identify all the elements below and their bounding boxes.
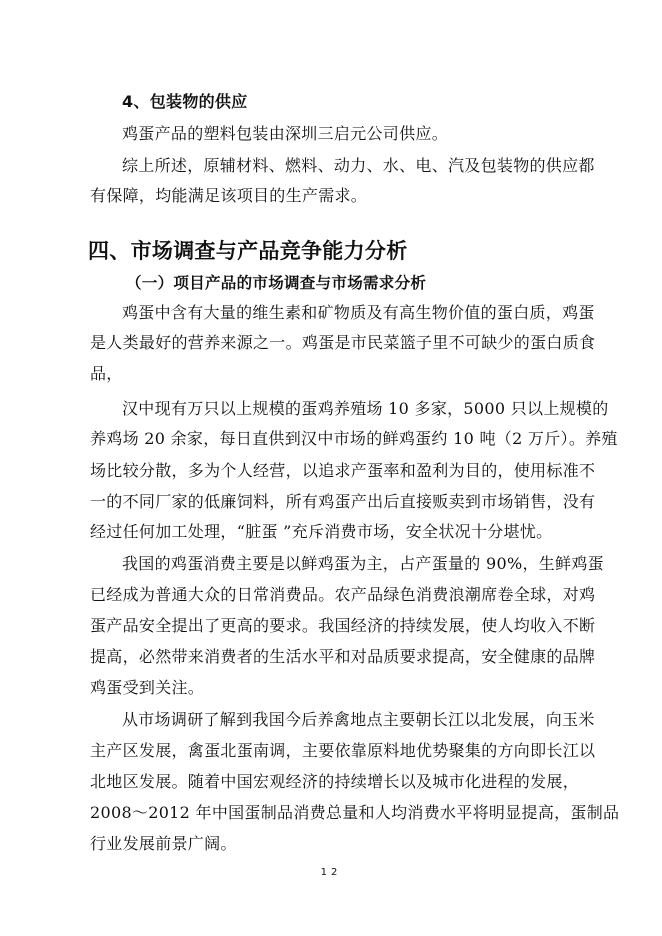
paragraph-line: 从市场调研了解到我国今后养禽地点主要朝长江以北发展，向玉米 (122, 710, 595, 729)
paragraph-line: 汉中现有万只以上规模的蛋鸡养殖场 10 多家，5000 只以上规模的 (122, 399, 609, 418)
paragraph-line: 是人类最好的营养来源之一。鸡蛋是市民菜篮子里不可缺少的蛋白质食 (90, 333, 596, 352)
paragraph-line: 一的不同厂家的低廉饲料，所有鸡蛋产出后直接贩卖到市场销售，没有 (90, 492, 596, 511)
paragraph-line: 北地区发展。随着中国宏观经济的持续增长以及城市化进程的发展， (90, 772, 580, 791)
packaging-paragraph-2-line-2: 有保障，均能满足该项目的生产需求。 (90, 186, 368, 205)
packaging-paragraph-2-line-1: 综上所述，原辅材料、燃料、动力、水、电、汽及包装物的供应都 (122, 156, 595, 175)
subsection-heading: （一）项目产品的市场调查与市场需求分析 (126, 273, 427, 292)
paragraph-line: 我国的鸡蛋消费主要是以鲜鸡蛋为主，占产蛋量的 90%，生鲜鸡蛋 (122, 554, 604, 573)
packaging-heading: 4、包装物的供应 (122, 92, 248, 111)
paragraph-line: 场比较分散，多为个人经营，以追求产蛋率和盈利为目的，使用标准不 (90, 461, 596, 480)
paragraph-line: 鸡蛋中含有大量的维生素和矿物质及有高生物价值的蛋白质，鸡蛋 (122, 303, 595, 322)
section-heading: 四、市场调查与产品竞争能力分析 (88, 239, 408, 263)
paragraph-line: 蛋产品安全提出了更高的要求。我国经济的持续发展，使人均收入不断 (90, 616, 596, 635)
page-number: 12 (320, 867, 342, 878)
packaging-paragraph-1: 鸡蛋产品的塑料包装由深圳三启元公司供应。 (122, 124, 449, 143)
paragraph-line: 品， (90, 364, 123, 383)
paragraph-line: 提高，必然带来消费者的生活水平和对品质要求提高，安全健康的品牌 (90, 647, 596, 666)
paragraph-line: 2008～2012 年中国蛋制品消费总量和人均消费水平将明显提高，蛋制品 (90, 803, 620, 822)
paragraph-line: 养鸡场 20 余家，每日直供到汉中市场的鲜鸡蛋约 10 吨（2 万斤）。养殖 (90, 429, 618, 448)
paragraph-line: 鸡蛋受到关注。 (90, 678, 205, 697)
paragraph-line: 经过任何加工处理，“脏蛋 ”充斥消费市场，安全状况十分堪忧。 (90, 522, 553, 541)
paragraph-line: 已经成为普通大众的日常消费品。农产品绿色消费浪潮席卷全球，对鸡 (90, 585, 596, 604)
paragraph-line: 主产区发展，禽蛋北蛋南调，主要依靠原料地优势聚集的方向即长江以 (90, 741, 596, 760)
paragraph-line: 行业发展前景广阔。 (90, 834, 237, 853)
